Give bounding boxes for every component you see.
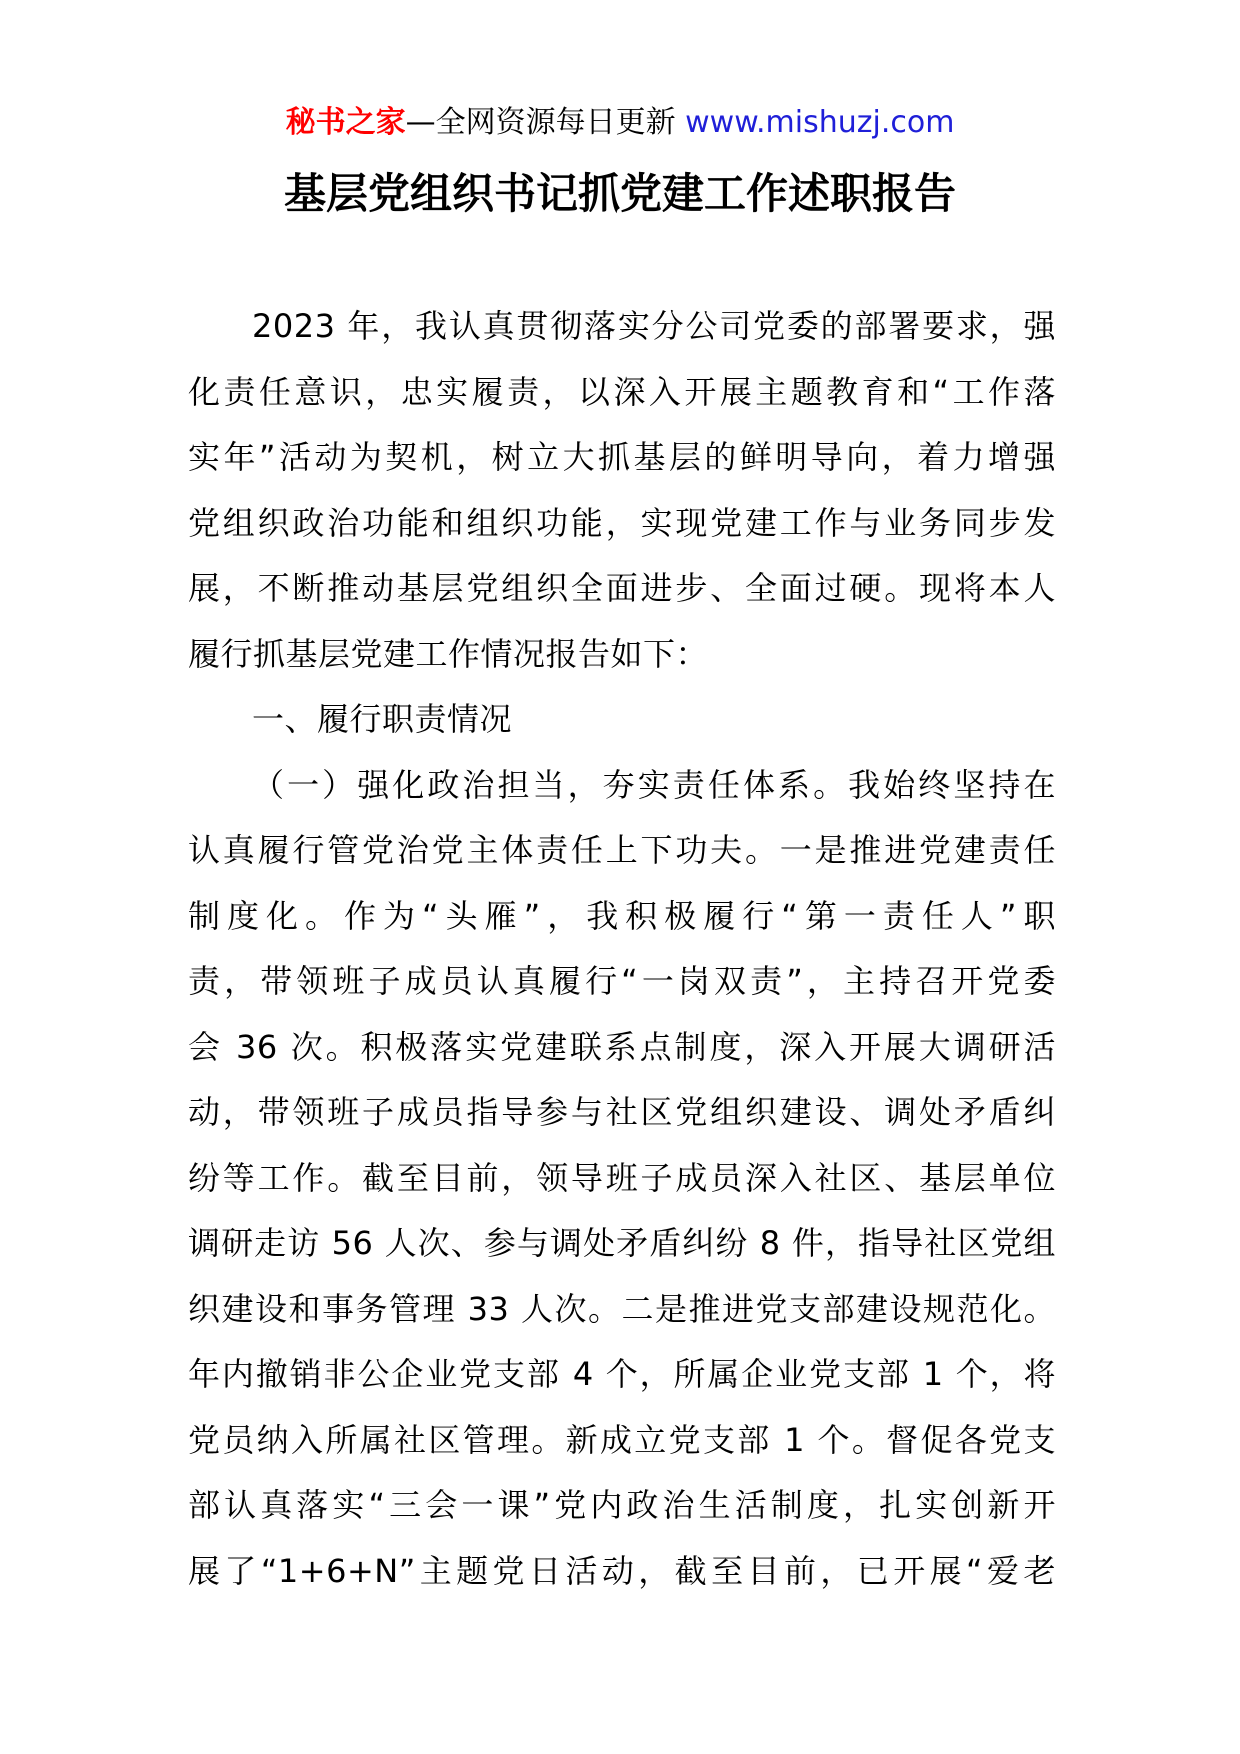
site-header xyxy=(0,100,1240,146)
paragraph-line: 展了“1+6+N”主题党日活动，截至目前，已开展“爱老 xyxy=(188,1551,1056,1590)
paragraph-line: 调研走访 56 人次、参与调处矛盾纠纷 8 件，指导社区党组 xyxy=(188,1224,1056,1262)
paragraph-line: 认真履行管党治党主体责任上下功夫。一是推进党建责任 xyxy=(188,831,1056,869)
paragraph-line: 展，不断推动基层党组织全面进步、全面过硬。现将本人 xyxy=(188,569,1056,607)
paragraph-line: 部认真落实“三会一课”党内政治生活制度，扎实创新开 xyxy=(188,1486,1056,1524)
document-title: 基层党组织书记抓党建工作述职报告 xyxy=(283,169,956,218)
paragraph-line: 责，带领班子成员认真履行“一岗双责”，主持召开党委 xyxy=(188,962,1056,1000)
document-body xyxy=(188,294,1056,1604)
brand-name: 秘书之家 xyxy=(285,105,406,140)
paragraph-line: 履行抓基层党建工作情况报告如下： xyxy=(188,634,709,673)
header-tagline: —全网资源每日更新 xyxy=(405,105,686,140)
paragraph-line: 化责任意识，忠实履责，以深入开展主题教育和“工作落 xyxy=(188,372,1056,411)
paragraph-line: 年内撤销非公企业党支部 4 个，所属企业党支部 1 个，将 xyxy=(188,1355,1056,1393)
paragraph-line: 动，带领班子成员指导参与社区党组织建设、调处矛盾纠 xyxy=(188,1093,1056,1131)
paragraph-line: 党员纳入所属社区管理。新成立党支部 1 个。督促各党支 xyxy=(188,1420,1056,1459)
paragraph-line: 会 36 次。积极落实党建联系点制度，深入开展大调研活 xyxy=(188,1027,1056,1066)
paragraph-line: 实年”活动为契机，树立大抓基层的鲜明导向，着力增强 xyxy=(188,438,1056,476)
paragraph-line: 制度化。作为“头雁”，我积极履行“第一责任人”职 xyxy=(188,896,1056,935)
paragraph-line: 党组织政治功能和组织功能，实现党建工作与业务同步发 xyxy=(188,503,1056,542)
section-heading: 一、履行职责情况 xyxy=(252,700,513,738)
paragraph-line: 纷等工作。截至目前，领导班子成员深入社区、基层单位 xyxy=(188,1158,1056,1197)
paragraph-line: 织建设和事务管理 33 人次。二是推进党支部建设规范化。 xyxy=(188,1289,1056,1328)
paragraph-line: （一）强化政治担当，夯实责任体系。我始终坚持在 xyxy=(252,765,1056,804)
site-url-link[interactable]: www.mishuzj.com xyxy=(685,105,955,140)
paragraph-line: 2023 年，我认真贯彻落实分公司党委的部署要求，强 xyxy=(252,307,1056,345)
